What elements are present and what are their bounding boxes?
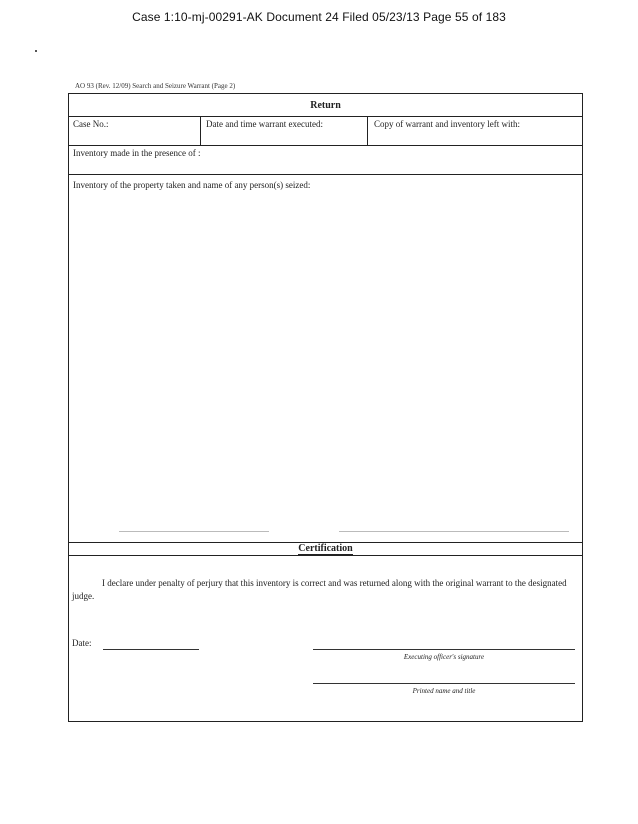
case-no-label: Case No.:: [73, 119, 109, 129]
declaration-body: I declare under penalty of perjury that this inventory is correct and was returned along with the original warrant to the designated judge.: [72, 578, 567, 601]
form-id: AO 93 (Rev. 12/09) Search and Seizure Warrant (Page 2): [75, 82, 236, 90]
return-title-row: [69, 94, 582, 117]
case-info-row: [69, 117, 582, 146]
cell-divider: [200, 117, 201, 145]
presence-label: Inventory made in the presence of :: [73, 148, 201, 158]
certification-title-wrap: [69, 543, 582, 555]
cell-divider: [367, 117, 368, 145]
declaration-text: [72, 577, 576, 603]
inventory-label: Inventory of the property taken and name of any person(s) seized:: [73, 180, 311, 190]
return-title: Return: [310, 100, 341, 111]
certification-bar: [69, 542, 582, 556]
certification-title: Certification: [298, 543, 353, 554]
printed-name-title-label: Printed name and title: [412, 687, 476, 695]
date-line: [103, 649, 199, 650]
scan-artifact: [339, 531, 569, 532]
scan-artifact: [119, 531, 269, 532]
page-header: Case 1:10-mj-00291-AK Document 24 Filed 05/23/13 Page 55 of 183: [132, 10, 506, 24]
scan-speck: [35, 50, 37, 52]
printed-name-line: [313, 683, 575, 684]
warrant-return-form: [68, 93, 583, 722]
copy-left-with-label: Copy of warrant and inventory left with:: [374, 119, 520, 129]
executing-officer-signature-label: Executing officer's signature: [403, 653, 485, 661]
signature-line: [313, 649, 575, 650]
presence-row: [69, 146, 582, 175]
date-time-executed-label: Date and time warrant executed:: [206, 119, 323, 129]
date-label: Date:: [72, 638, 92, 648]
